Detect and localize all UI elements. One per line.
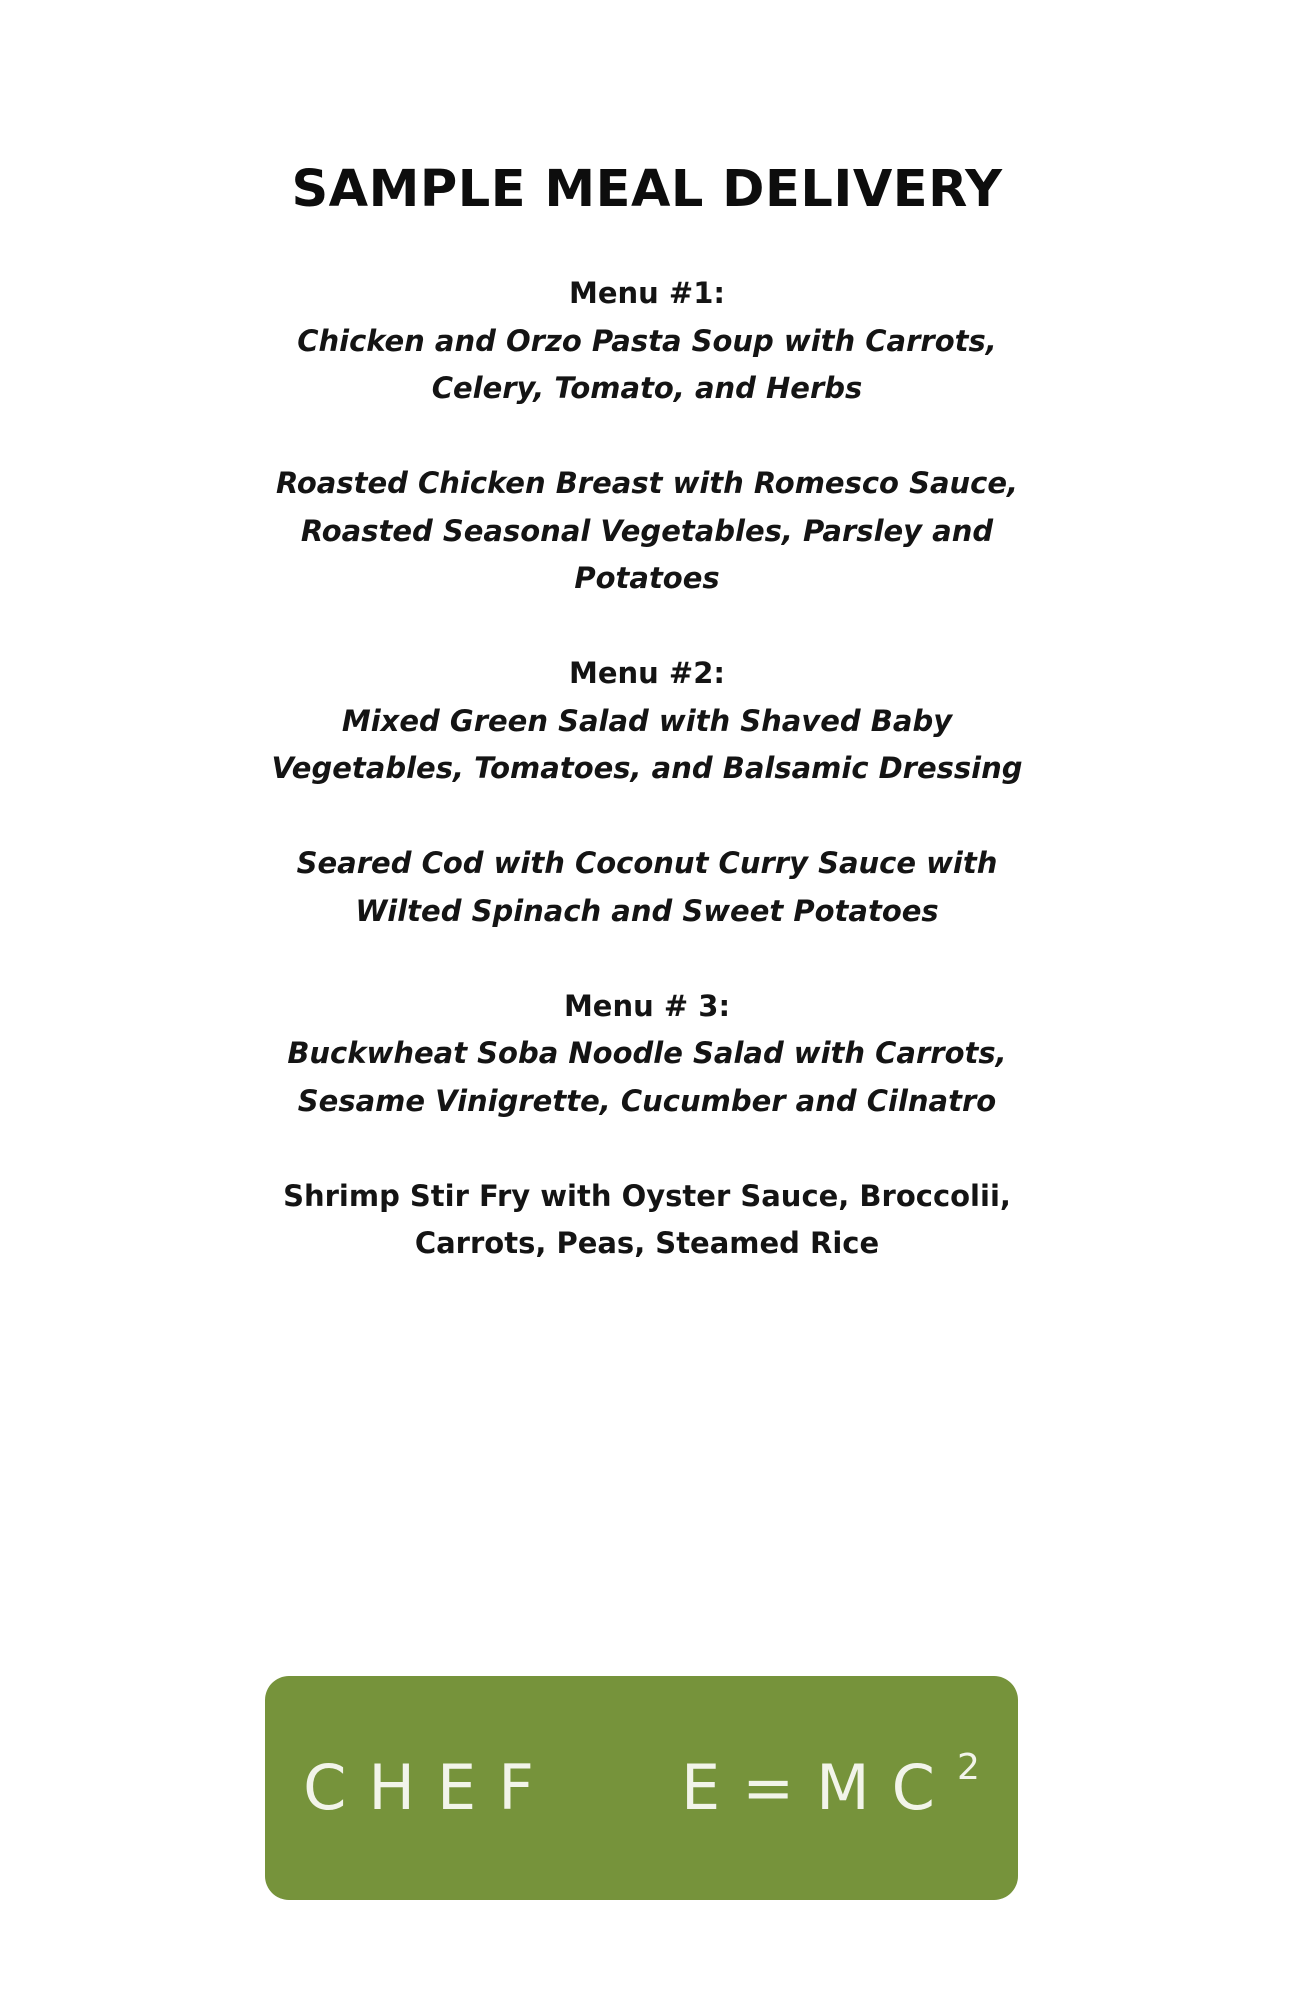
menu-3-heading: Menu # 3: bbox=[563, 988, 731, 1023]
menu-3-dish-1-line-1: Buckwheat Soba Noodle Salad with Carrots, bbox=[287, 1036, 1007, 1070]
logo-word: CHEF bbox=[303, 1751, 556, 1824]
menu-1-dish-1-line-2: Celery, Tomato, and Herbs bbox=[431, 371, 863, 405]
menu-list bbox=[0, 270, 1294, 1268]
menu-3-dish-2-line-1: Shrimp Stir Fry with Oyster Sauce, Broccolii, bbox=[283, 1178, 1011, 1213]
menu-1-dish-2-line-2: Roasted Seasonal Vegetables, Parsley and bbox=[300, 513, 994, 548]
logo-exponent: 2 bbox=[956, 1747, 980, 1788]
menu-1-heading: Menu #1: bbox=[569, 276, 725, 310]
menu-1-dish-2-line-3: Potatoes bbox=[574, 561, 720, 595]
menu-2-dish-1-line-2: Vegetables, Tomatoes, and Balsamic Dressing bbox=[271, 751, 1023, 785]
menu-2-dish-2-line-2: Wilted Spinach and Sweet Potatoes bbox=[355, 893, 939, 928]
menu-2-heading: Menu #2: bbox=[569, 656, 725, 690]
page-title: SAMPLE MEAL DELIVERY bbox=[291, 160, 1003, 219]
menu-3-dish-1-line-2: Sesame Vinigrette, Cucumber and Cilnatro bbox=[297, 1083, 997, 1118]
chef-emc2-logo bbox=[265, 1676, 1018, 1900]
menu-1-dish-1-line-1: Chicken and Orzo Pasta Soup with Carrots, bbox=[297, 323, 997, 358]
menu-2-dish-1-line-1: Mixed Green Salad with Shaved Baby bbox=[341, 703, 953, 738]
logo-text bbox=[265, 1676, 1018, 1900]
menu-3-dish-2-line-2: Carrots, Peas, Steamed Rice bbox=[414, 1226, 880, 1260]
menu-1-dish-2-line-1: Roasted Chicken Breast with Romesco Sauce, bbox=[275, 466, 1019, 500]
menu-2-dish-2-line-1: Seared Cod with Coconut Curry Sauce with bbox=[296, 846, 998, 880]
logo-formula: E=MC bbox=[681, 1751, 957, 1824]
